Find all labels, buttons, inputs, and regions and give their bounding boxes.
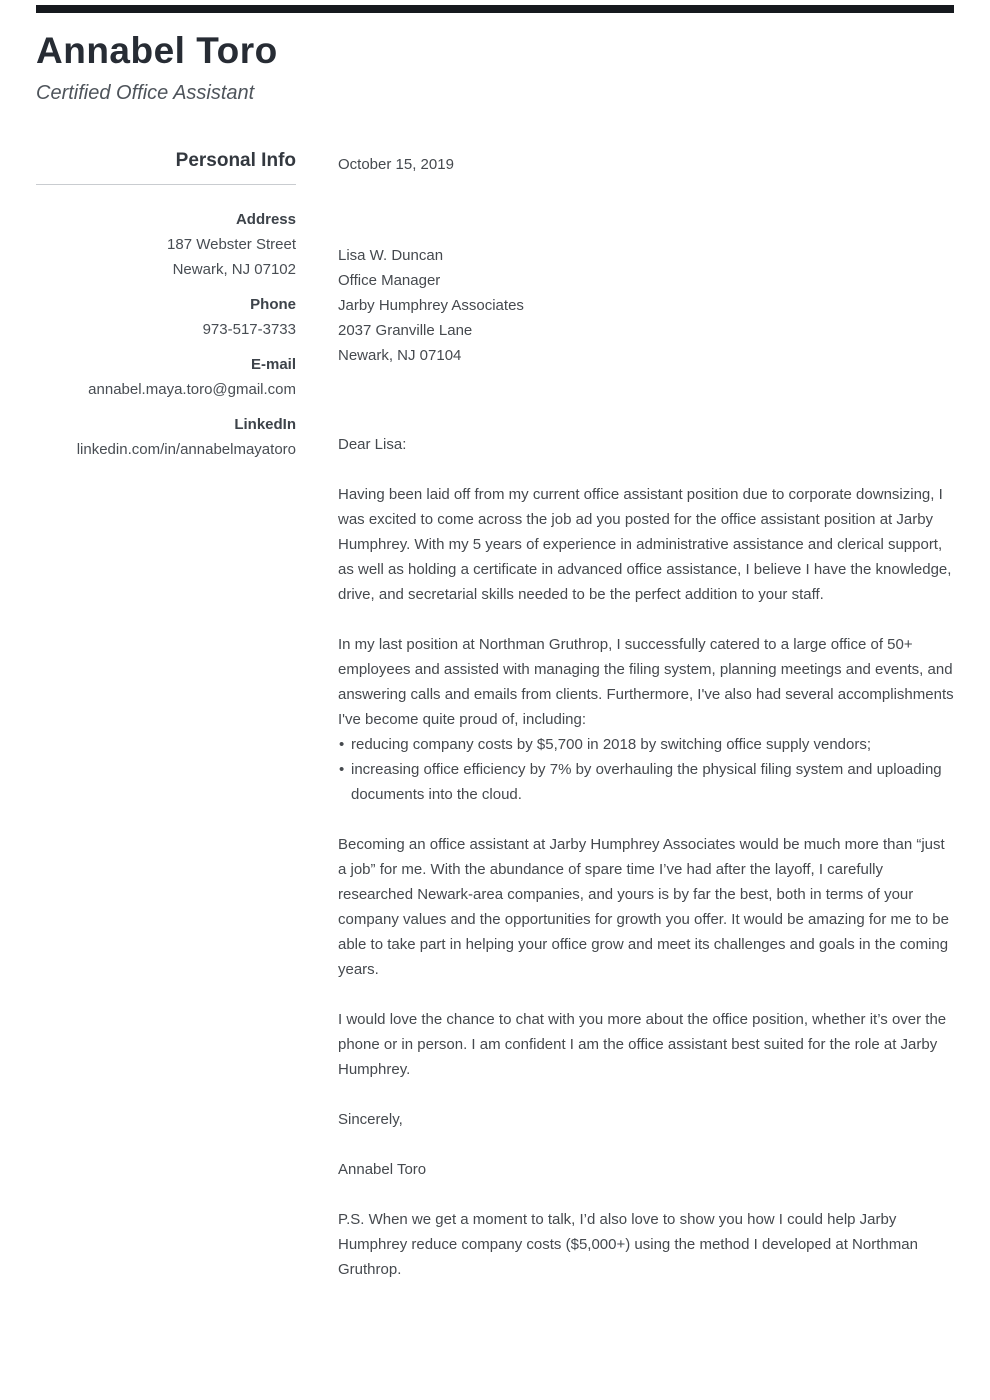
paragraph-call-to-action: I would love the chance to chat with you more about the office position, whether it’s over the phone or in person. I am confident I am the office assistant best suited for the role at Jarby Humphrey. [338,1011,947,1078]
recipient-title: Office Manager [338,272,441,289]
phone-label: Phone [250,296,296,313]
accomplishment-item: • reducing company costs by $5,700 in 2018 by switching office supply vendors; [338,732,954,757]
recipient-street: 2037 Granville Lane [338,322,473,339]
info-group-email [36,352,296,402]
signature-name: Annabel Toro [338,1161,427,1178]
recipient-city: Newark, NJ 07104 [338,347,462,364]
email-label: E-mail [250,356,296,373]
paragraph-intro: Having been laid off from my current office assistant position due to corporate downsizing, I was excited to come across the job ad you posted for the office assistant position at Jarby Humphrey. With my 5 years of experience in administrative assistance and clerical support, as well as holding a certificate in advanced office assistance, I believe I have the knowledge, drive, and secretarial skills needed to be the perfect addition to your staff. [338,486,952,603]
closing: Sincerely, [338,1111,403,1128]
address-line-1: 187 Webster Street [167,236,296,253]
accomplishment-item: • increasing office efficiency by 7% by overhauling the physical filing system and uploading documents into the cloud. [338,757,954,807]
paragraph-motivation: Becoming an office assistant at Jarby Humphrey Associates would be much more than “just a job” for me. With the abundance of spare time I’ve had after the layoff, I carefully researched Newark-area companies, and yours is by far the best, both in terms of your company values and the opportunities for growth you offer. It would be amazing for me to be able to take part in helping your office grow and meet its challenges and goals in the coming years. [338,836,949,978]
paragraph-accomplishments: In my last position at Northman Gruthrop, I successfully catered to a large office of 50+ employees and assisted with managing the filing system, planning meetings and events, and answering calls and emails from clients. Furthermore, I've also had several accomplishments I've become quite proud of, including: [338,636,954,728]
phone-value: 973-517-3733 [202,321,296,338]
salutation: Dear Lisa: [338,436,407,453]
personal-info-heading: Personal Info [36,150,296,185]
cover-letter-body [338,152,954,1282]
accomplishments-list [338,732,954,807]
email-value: annabel.maya.toro@gmail.com [88,381,296,398]
linkedin-value: linkedin.com/in/annabelmayatoro [76,441,296,458]
info-group-phone [36,292,296,342]
recipient-company: Jarby Humphrey Associates [338,297,524,314]
recipient-name: Lisa W. Duncan [338,247,444,264]
person-name: Annabel Toro [36,30,278,71]
recipient-block [338,243,954,368]
linkedin-label: LinkedIn [234,416,296,433]
info-group-address [36,207,296,282]
top-accent-bar [36,5,954,13]
address-label: Address [235,211,296,228]
person-job-title: Certified Office Assistant [36,81,255,104]
personal-info-sidebar [36,150,296,462]
postscript: P.S. When we get a moment to talk, I’d also love to show you how I could help Jarby Humphrey reduce company costs ($5,000+) using the method I developed at Northman Gruthrop. [338,1211,918,1278]
address-line-2: Newark, NJ 07102 [172,261,296,278]
letter-date: October 15, 2019 [338,156,454,173]
info-group-linkedin [36,412,296,462]
document-header [36,30,636,105]
